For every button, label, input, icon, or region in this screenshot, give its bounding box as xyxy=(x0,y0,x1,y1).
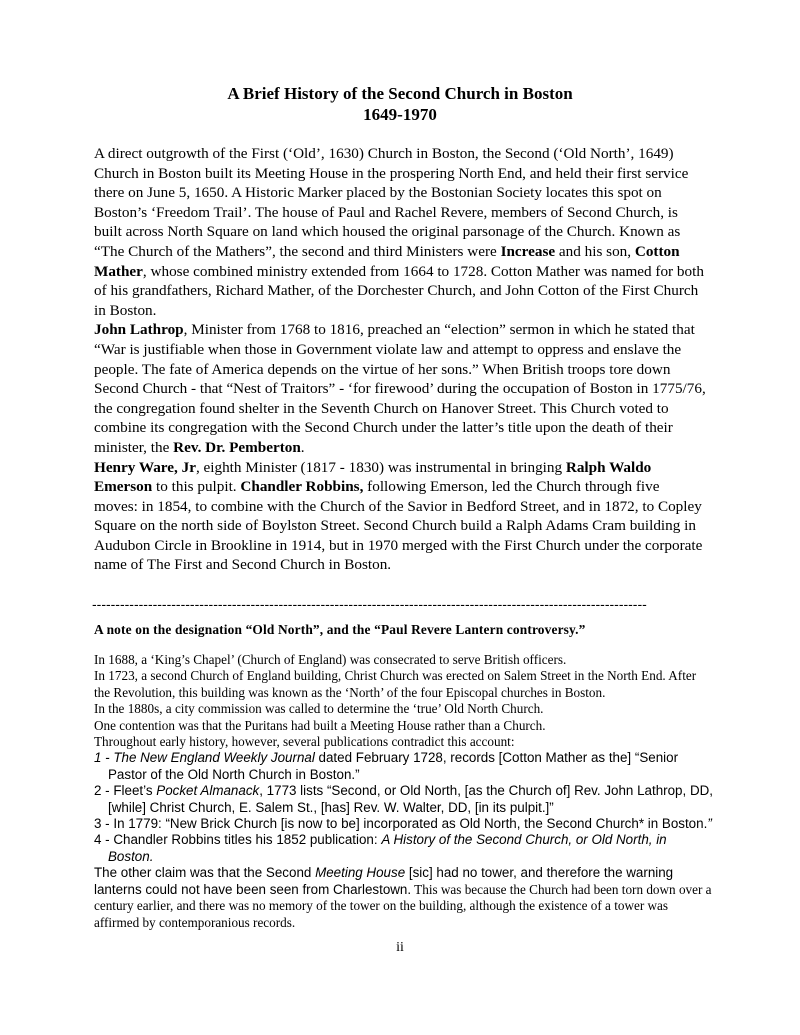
text-run: following Emerson, led the Church through five moves: in 1854, to combine with the Church of the Savior in Bedford Street, and in 1872, to Copley Square on the north side of Boylston Street. Second Church build a Ralph Adams Cram building in Audubon Circle in Brookline in 1914, but in 1970 merged with the First Church under the corporate name of The First and Second Church in Boston. xyxy=(94,478,703,574)
dashed-separator: ----------------------------------------------------------------------------------------------------------------------- xyxy=(92,596,647,612)
document-date-range: 1649-1970 xyxy=(363,105,437,124)
paragraph-ware-emerson xyxy=(94,458,706,576)
paragraph-lathrop xyxy=(94,320,706,457)
publication-item-1 xyxy=(94,750,714,783)
text-run: dated February 1728, records [Cotton Mather as the] “Senior Pastor of the Old North Church in Boston.” xyxy=(108,750,679,782)
text-run: to this pulpit. xyxy=(152,478,241,496)
note-line: In 1688, a ‘King’s Chapel’ (Church of England) was consecrated to serve British officers. xyxy=(94,652,567,667)
note-line: One contention was that the Puritans had built a Meeting House rather than a Church. xyxy=(94,717,546,733)
text-run: 2 - Fleet’s xyxy=(94,783,157,799)
name-henry-ware: Henry Ware, Jr xyxy=(94,458,196,476)
text-run: [sic] had no tower, and therefore the warning lanterns could not have been seen from Charlestown. xyxy=(94,865,674,897)
text-run: 1 - The New England Weekly Journal xyxy=(94,750,315,766)
text-run: , whose combined ministry extended from 1664 to 1728. Cotton Mather was named for both of his grandfathers, Richard Mather, of the Dorchester Church, and John Cotton of the First Church in Boston. xyxy=(94,262,704,319)
note-line: Throughout early history, however, several publications contradict this account: xyxy=(94,734,515,750)
text-run: A direct outgrowth of the First (‘Old’, 1630) Church in Boston, the Second (‘Old North’, 1649) Church in Boston built its Meeting House in the prospering North End, and held their first service there on June 5, 1650. A Historic Marker placed by the Bostonian Society locates this spot on Boston’s ‘Freedom Trail’. The house of Paul and Rachel Revere, members of Second Church, is built across North Square on land which housed the original parsonage of the Church. Known as “The Church of the Mathers”, the second and third Ministers were xyxy=(94,145,689,260)
text-run: , eighth Minister (1817 - 1830) was instrumental in bringing xyxy=(195,458,566,476)
note-line: In the 1880s, a city commission was called to determine the ‘true’ Old North Church. xyxy=(94,701,544,717)
text-run: , 1773 lists “Second, or Old North, [as the Church of] Rev. John Lathrop, DD, [while] Christ Church, E. Salem St., [has] Rev. W. Walter, DD, [in its pulpit.]” xyxy=(108,783,713,815)
publication-item-3 xyxy=(94,816,714,832)
text-run: 3 - In 1779: “New Brick Church [is now to be] incorporated as Old North, the Second Church* in Boston. xyxy=(94,816,708,832)
history-body xyxy=(94,144,706,575)
text-run: , Minister from 1768 to 1816, preached an “election” sermon in which he stated that “War is justifiable when those in Government violate law and attempt to oppress and enslave the people. The fate of America depends on the virtue of her sons.” When British troops tore down Second Church - that “Nest of Traitors” - ‘for firewood’ during the occupation of Boston in 1775/76, the congregation found shelter in the Seventh Church on Hanover Street. This Church voted to combine its congregation with the Second Church under the latter’s title upon the death of their minister, the xyxy=(94,321,706,456)
text-run: A History of the Second Church, or Old North, in Boston. xyxy=(108,832,667,864)
name-emerson: Ralph Waldo Emerson xyxy=(94,458,652,496)
name-john-lathrop: John Lathrop xyxy=(94,321,184,339)
text-run: This was because the Church had been torn down over a century earlier, and there was no memory of the tower on the building, although the existence of a tower was affirmed by contemporanious records. xyxy=(94,881,712,930)
text-run: 4 - Chandler Robbins titles his 1852 publication: xyxy=(94,832,382,848)
document-title: A Brief History of the Second Church in Boston xyxy=(227,84,573,103)
text-run: Meeting House xyxy=(315,865,406,881)
name-pemberton: Rev. Dr. Pemberton xyxy=(173,438,301,456)
text-run: . xyxy=(300,438,305,456)
note-heading: A note on the designation “Old North”, and the “Paul Revere Lantern controversy.” xyxy=(94,622,586,637)
text-run: The other claim was that the Second xyxy=(94,865,316,881)
text-run: Pocket Almanack xyxy=(156,783,260,799)
paragraph-founding xyxy=(94,144,706,320)
note-line: In 1723, a second Church of England building, Christ Church was erected on Salem Street in the North End. After the Revolution, this building was known as the ‘North’ of the four Episcopal churches in Boston. xyxy=(94,668,697,700)
page-number: ii xyxy=(396,940,404,955)
text-run: and his son, xyxy=(555,242,635,260)
name-chandler-robbins: Chandler Robbins, xyxy=(240,478,364,496)
name-increase: Increase xyxy=(500,242,556,260)
publication-item-2 xyxy=(94,783,714,816)
text-run: ” xyxy=(707,816,712,832)
name-cotton-mather: Cotton Mather xyxy=(94,242,680,280)
note-section xyxy=(94,652,714,931)
note-conclusion xyxy=(94,865,714,931)
publication-item-4 xyxy=(94,832,714,865)
